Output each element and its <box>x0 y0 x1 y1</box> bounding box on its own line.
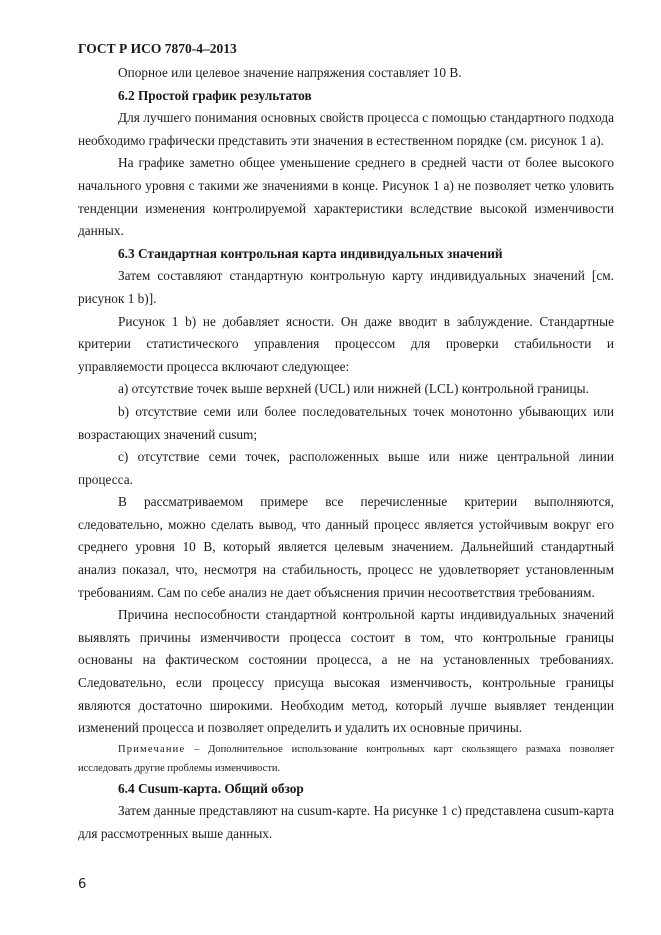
paragraph: Затем данные представляют на cusum-карте. На рисунке 1 с) представлена cusum-карта для рассмотренных выше данных. <box>78 803 614 841</box>
paragraph-reference-voltage: Опорное или целевое значение напряжения составляет 10 В. <box>118 65 462 80</box>
note <box>78 740 614 778</box>
paragraph: Рисунок 1 b) не добавляет ясности. Он даже вводит в заблуждение. Стандартные критерии статистического управления процессом для проверки стабильности и управляемости процесса включают следующее: <box>78 313 614 374</box>
paragraph: Затем составляют стандартную контрольную карту индивидуальных значений [см. рисунок 1 b)]. <box>78 268 614 306</box>
section-heading-6-2: 6.2 Простой график результатов <box>118 87 312 103</box>
list-item-a: a) отсутствие точек выше верхней (UCL) или нижней (LCL) контрольной границы. <box>118 381 589 397</box>
paragraph: На графике заметно общее уменьшение среднего в средней части от более высокого начального уровня с такими же значениями в конце. Рисунок 1 а) не позволяет четко уловить тенденции изменения контролируемой характеристики вследствие высокой изменчивости данных. <box>78 155 614 239</box>
section-heading-6-3: 6.3 Стандартная контрольная карта индивидуальных значений <box>118 245 503 261</box>
list-item-c: c) отсутствие семи точек, расположенных выше или ниже центральной линии процесса. <box>78 449 614 487</box>
document-page <box>78 40 614 846</box>
document-header: ГОСТ Р ИСО 7870-4–2013 <box>78 41 237 56</box>
paragraph: В рассматриваемом примере все перечисленные критерии выполняются, следовательно, можно сделать вывод, что данный процесс является устойчивым вокруг его среднего уровня 10 В, который является целевым значением. Дальнейший стандартный анализ показал, что, несмотря на стабильность, процесс не удовлетворяет установленным требованиям. Сам по себе анализ не дает объяснения причин несоответствия требованиям. <box>78 494 614 600</box>
note-text: – Дополнительное использование контрольных карт скользящего размаха позволяет исследовать другие проблемы изменчивости. <box>78 743 614 774</box>
paragraph: Причина неспособности стандартной контрольной карты индивидуальных значений выявлять причины изменчивости процесса состоит в том, что контрольные границы основаны на фактическом состоянии процесса, а не на установленных требованиях. Следовательно, если процессу присуща высокая изменчивость, контрольные границы являются достаточно широкими. Необходим метод, который лучше выявляет тенденции изменений процесса и позволяет определить и удалить их основные причины. <box>78 607 614 736</box>
list-item-b: b) отсутствие семи или более последовательных точек монотонно убывающих или возрастающих значений cusum; <box>78 403 614 442</box>
paragraph: Для лучшего понимания основных свойств процесса с помощью стандартного подхода необходимо графически представить эти значения в естественном порядке (см. рисунок 1 а). <box>78 110 614 148</box>
page-number: 6 <box>78 877 87 892</box>
section-heading-6-4: 6.4 Cusum-карта. Общий обзор <box>118 780 304 796</box>
note-label: Примечание <box>118 743 186 755</box>
